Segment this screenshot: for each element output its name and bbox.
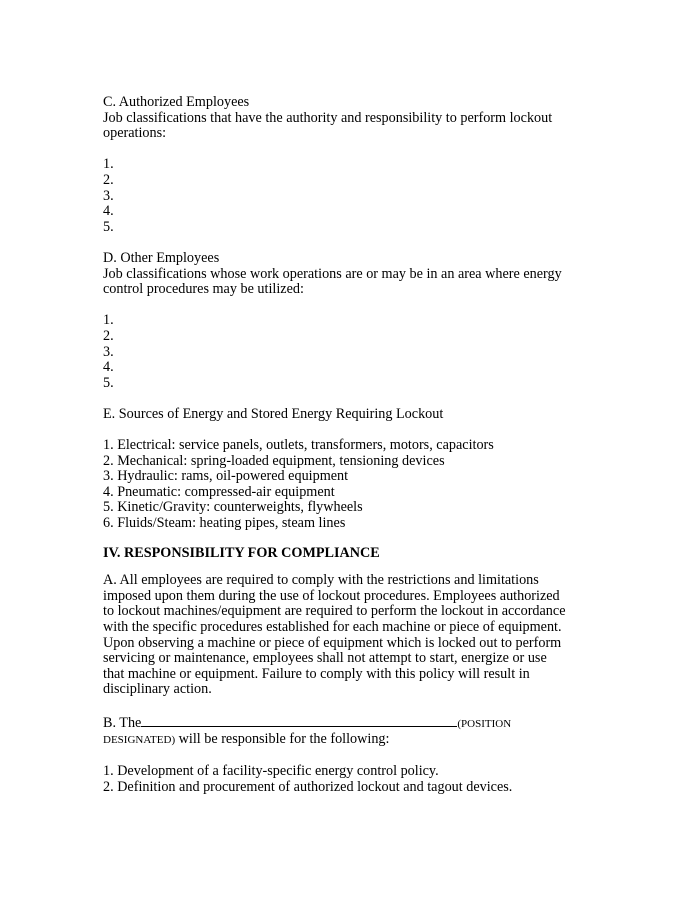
list-item: 4. — [103, 203, 114, 220]
list-item: 5. — [103, 218, 114, 235]
list-item: 3. — [103, 343, 114, 360]
section-iv-heading: IV. RESPONSIBILITY FOR COMPLIANCE — [103, 544, 380, 561]
section-c-desc-line2: operations: — [103, 125, 167, 142]
list-item: 5. Kinetic/Gravity: counterweights, flywheels — [103, 499, 363, 516]
designated-label: DESIGNATED) — [103, 734, 176, 747]
section-c-desc-line1: Job classifications that have the authority and responsibility to perform lockout — [103, 109, 553, 126]
section-d-desc-line1: Job classifications whose work operations are or may be in an area where energy — [103, 265, 562, 282]
para-a-line: to lockout machines/equipment are required to perform the lockout in accordance — [103, 603, 566, 620]
list-item: 5. — [103, 374, 114, 391]
section-e-title: E. Sources of Energy and Stored Energy Requiring Lockout — [103, 405, 444, 422]
list-item: 4. — [103, 359, 114, 376]
para-b-line2 — [103, 732, 563, 749]
document-page — [103, 94, 566, 796]
para-b-prefix: B. The — [103, 714, 142, 731]
para-a-line: A. All employees are required to comply with the restrictions and limitations — [103, 572, 539, 589]
position-label: (POSITION — [457, 717, 512, 730]
list-item: 2. Definition and procurement of authorized lockout and tagout devices. — [103, 778, 513, 795]
para-a-line: that machine or equipment. Failure to comply with this policy will result in — [103, 665, 530, 682]
list-item: 3. — [103, 187, 114, 204]
para-a-line: with the specific procedures established for each machine or piece of equipment. — [103, 619, 562, 635]
list-item: 1. Electrical: service panels, outlets, transformers, motors, capacitors — [103, 437, 494, 454]
para-b-line1 — [103, 714, 563, 733]
list-item: 2. Mechanical: spring-loaded equipment, tensioning devices — [103, 452, 445, 469]
para-b-rest: will be responsible for the following: — [175, 731, 390, 748]
section-d-title: D. Other Employees — [103, 249, 220, 266]
list-item: 1. — [103, 312, 114, 329]
list-item: 6. Fluids/Steam: heating pipes, steam lines — [103, 515, 346, 532]
section-c-title: C. Authorized Employees — [103, 94, 250, 110]
list-item: 1. — [103, 156, 114, 173]
list-item: 2. — [103, 171, 114, 188]
list-item: 1. Development of a facility-specific energy control policy. — [103, 763, 439, 780]
para-a-line: Upon observing a machine or piece of equipment which is locked out to perform — [103, 634, 562, 651]
list-item: 3. Hydraulic: rams, oil-powered equipment — [103, 468, 349, 485]
para-a-line: disciplinary action. — [103, 681, 212, 698]
para-a-line: servicing or maintenance, employees shall not attempt to start, energize or use — [103, 650, 547, 667]
para-a-line: imposed upon them during the use of lockout procedures. Employees authorized — [103, 587, 560, 604]
position-blank-line — [141, 714, 457, 727]
section-d-desc-line2: control procedures may be utilized: — [103, 281, 304, 298]
list-item: 2. — [103, 327, 114, 344]
list-item: 4. Pneumatic: compressed-air equipment — [103, 483, 335, 500]
